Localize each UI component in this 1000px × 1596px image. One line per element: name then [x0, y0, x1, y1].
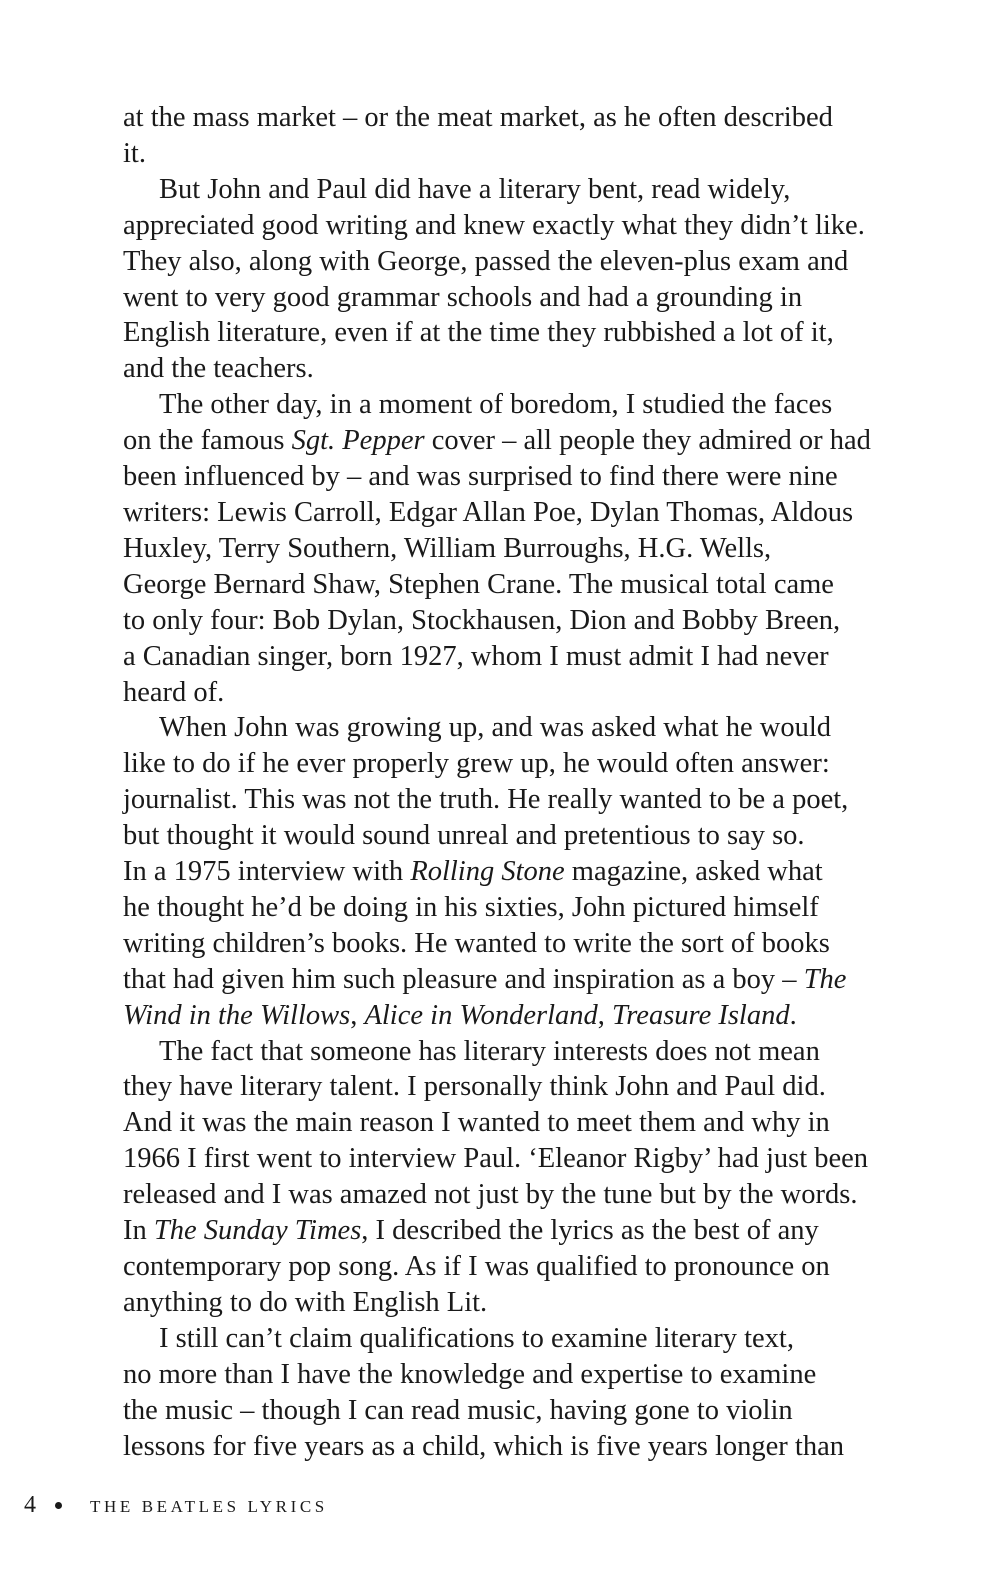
- text-segment: magazine, asked what: [564, 856, 823, 888]
- text-line: [123, 926, 903, 962]
- italic-title-text: Rolling Stone: [410, 856, 565, 888]
- text-line: [123, 459, 903, 495]
- text-line: [123, 351, 903, 387]
- text-line: [123, 639, 903, 675]
- text-segment: the music – though I can read music, having gone to violin: [123, 1394, 793, 1426]
- text-line: [123, 1429, 903, 1465]
- text-line: [123, 1141, 903, 1177]
- text-line: [123, 1213, 903, 1249]
- italic-title-text: Treasure Island: [611, 999, 790, 1031]
- text-line: [123, 675, 903, 711]
- text-segment: 1966 I first went to interview Paul. ‘Eleanor Rigby’ had just been: [123, 1143, 869, 1175]
- text-segment: been influenced by – and was surprised to find there were nine: [123, 461, 838, 493]
- text-line: [123, 1069, 903, 1105]
- text-line: [123, 1285, 903, 1321]
- text-segment: a Canadian singer, born 1927, whom I must admit I had never: [123, 640, 829, 672]
- italic-title-text: Alice in Wonderland: [364, 999, 598, 1031]
- text-line: [123, 818, 903, 854]
- page-number: 4: [24, 1492, 36, 1518]
- text-line: [123, 1393, 903, 1429]
- text-line: [123, 854, 903, 890]
- text-segment: I still can’t claim qualifications to examine literary text,: [159, 1322, 794, 1354]
- text-segment: cover – all people they admired or had: [424, 425, 871, 457]
- text-segment: he thought he’d be doing in his sixties, John pictured himself: [123, 891, 819, 923]
- text-line: [123, 136, 903, 172]
- text-segment: and the teachers.: [123, 353, 314, 385]
- text-segment: they have literary talent. I personally think John and Paul did.: [123, 1071, 826, 1103]
- text-segment: it.: [123, 137, 146, 169]
- text-segment: And it was the main reason I wanted to meet them and why in: [123, 1107, 830, 1139]
- text-line: [123, 1105, 903, 1141]
- text-line: [123, 746, 903, 782]
- body-text: [123, 100, 903, 1464]
- text-line: [123, 172, 903, 208]
- text-line: [123, 1357, 903, 1393]
- italic-title-text: Wind in the Willows: [123, 999, 351, 1031]
- text-segment: like to do if he ever properly grew up, he would often answer:: [123, 748, 830, 780]
- text-line: [123, 531, 903, 567]
- running-title: THE BEATLES LYRICS: [90, 1497, 328, 1516]
- text-line: [123, 423, 903, 459]
- text-segment: on the famous: [123, 425, 292, 457]
- text-segment: appreciated good writing and knew exactly what they didn’t like.: [123, 209, 865, 241]
- page-footer: [24, 1492, 328, 1520]
- text-segment: But John and Paul did have a literary bent, read widely,: [159, 173, 791, 205]
- text-segment: lessons for five years as a child, which is five years longer than: [123, 1430, 844, 1462]
- text-segment: In: [123, 1215, 154, 1247]
- bullet-separator: [55, 1502, 62, 1509]
- text-segment: When John was growing up, and was asked what he would: [159, 712, 831, 744]
- text-segment: .: [789, 999, 797, 1031]
- text-line: [123, 387, 903, 423]
- text-segment: that had given him such pleasure and inspiration as a boy –: [123, 963, 804, 995]
- text-segment: contemporary pop song. As if I was qualified to pronounce on: [123, 1251, 830, 1282]
- text-line: [123, 1177, 903, 1213]
- text-segment: ,: [350, 999, 365, 1031]
- text-segment: The fact that someone has literary interests does not mean: [159, 1035, 820, 1067]
- text-segment: ,: [597, 999, 612, 1031]
- italic-title-text: The: [803, 963, 847, 995]
- text-line: [123, 100, 903, 136]
- text-segment: , I described the lyrics as the best of any: [361, 1215, 819, 1247]
- text-segment: but thought it would sound unreal and pretentious to say so.: [123, 820, 805, 852]
- text-line: [123, 280, 903, 316]
- italic-title-text: The Sunday Times: [153, 1215, 362, 1247]
- text-line: [123, 782, 903, 818]
- text-line: [123, 1249, 903, 1285]
- text-segment: released and I was amazed not just by the tune but by the words.: [123, 1179, 858, 1211]
- text-segment: Huxley, Terry Southern, William Burroughs, H.G. Wells,: [123, 532, 772, 564]
- text-line: [123, 208, 903, 244]
- text-segment: writing children’s books. He wanted to write the sort of books: [123, 927, 830, 959]
- text-segment: English literature, even if at the time they rubbished a lot of it,: [123, 317, 834, 349]
- text-segment: went to very good grammar schools and had a grounding in: [123, 281, 803, 313]
- text-line: [123, 1321, 903, 1357]
- text-line: [123, 315, 903, 351]
- text-line: [123, 495, 903, 531]
- text-line: [123, 603, 903, 639]
- text-segment: to only four: Bob Dylan, Stockhausen, Dion and Bobby Breen,: [123, 604, 841, 636]
- text-segment: journalist. This was not the truth. He really wanted to be a poet,: [123, 784, 849, 816]
- text-line: [123, 710, 903, 746]
- text-line: [123, 998, 903, 1034]
- text-segment: In a 1975 interview with: [123, 856, 411, 888]
- text-segment: writers: Lewis Carroll, Edgar Allan Poe, Dylan Thomas, Aldous: [123, 496, 854, 528]
- italic-title-text: Sgt. Pepper: [291, 425, 425, 457]
- text-line: [123, 890, 903, 926]
- text-segment: no more than I have the knowledge and expertise to examine: [123, 1358, 817, 1390]
- text-segment: They also, along with George, passed the eleven-plus exam and: [123, 245, 849, 277]
- text-line: [123, 567, 903, 603]
- text-line: [123, 1034, 903, 1070]
- text-segment: heard of.: [123, 676, 225, 708]
- text-segment: at the mass market – or the meat market, as he often described: [123, 102, 833, 133]
- text-segment: anything to do with English Lit.: [123, 1286, 488, 1318]
- text-line: [123, 962, 903, 998]
- text-line: [123, 244, 903, 280]
- text-segment: The other day, in a moment of boredom, I studied the faces: [159, 389, 833, 421]
- text-segment: George Bernard Shaw, Stephen Crane. The musical total came: [123, 568, 834, 600]
